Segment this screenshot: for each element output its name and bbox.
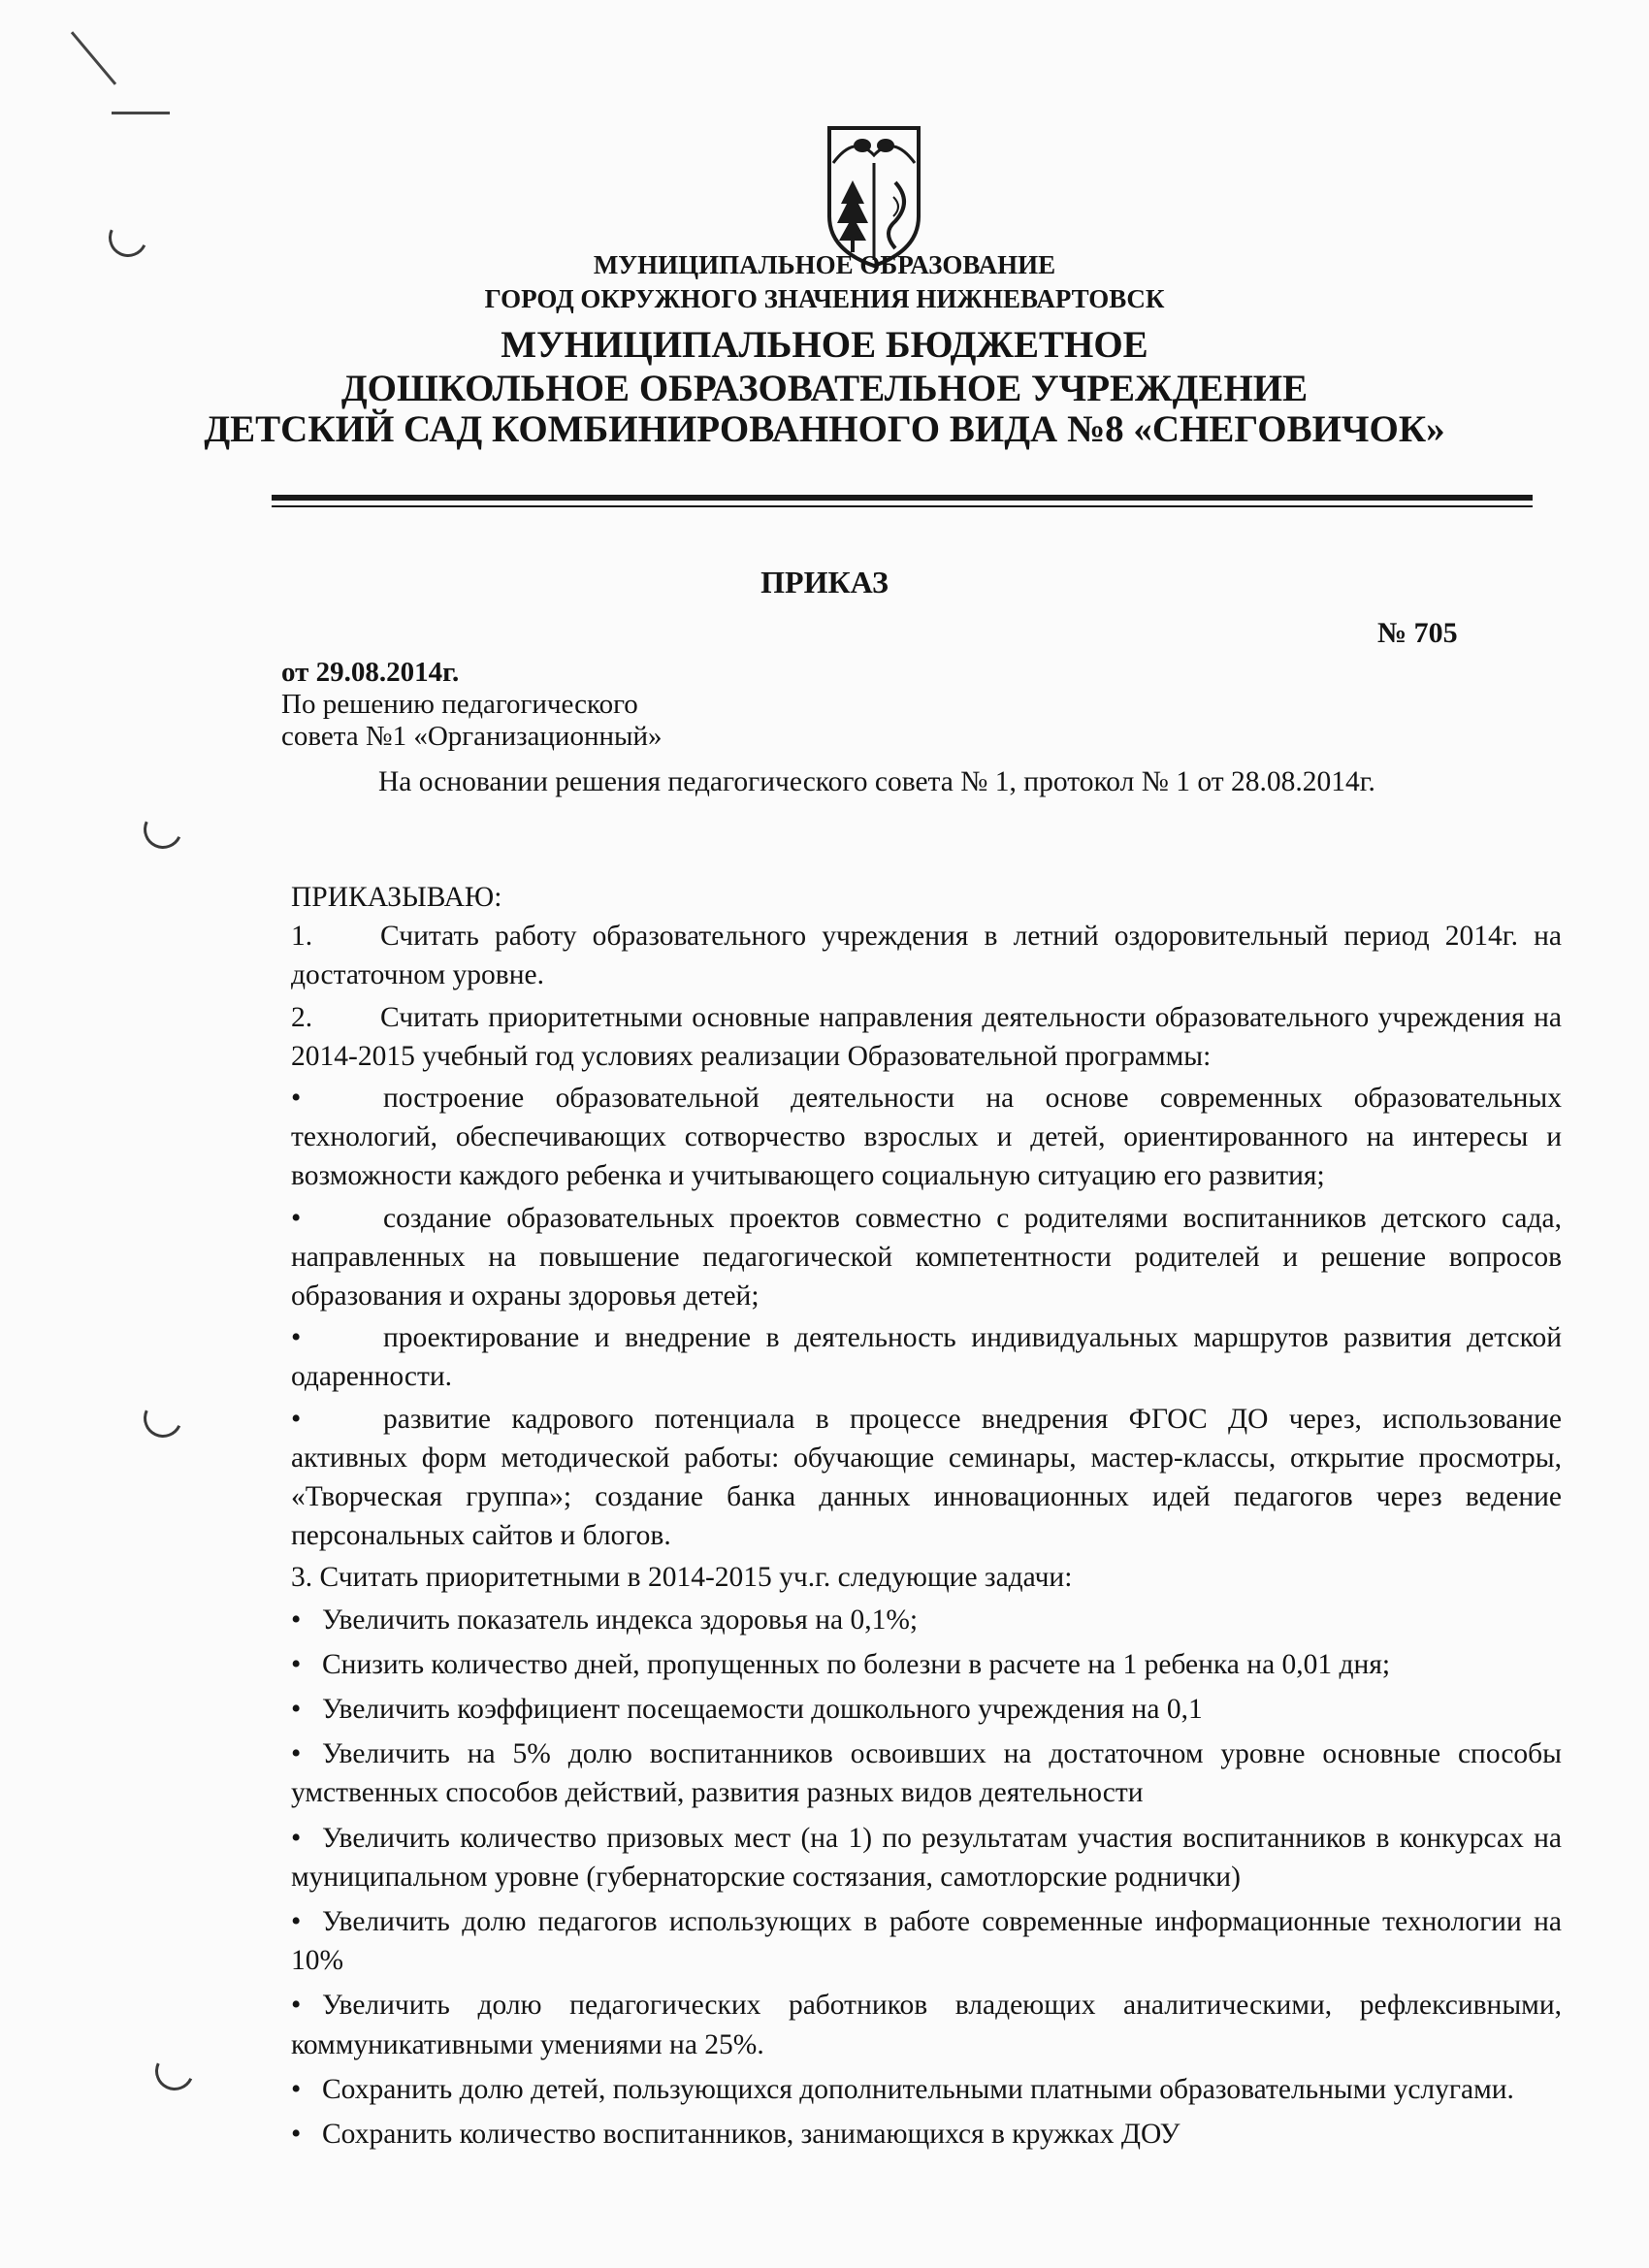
order-item-2: 2. Считать приоритетными основные направления деятельности образовательного учреждения на 2014-2015 учебный год условиях реализации Образовательной программы: xyxy=(291,1001,1562,1072)
punch-hole-mark xyxy=(138,804,187,854)
order-heading: ПРИКАЗЫВАЮ: xyxy=(291,882,502,913)
bullet-icon: • xyxy=(291,1990,302,2022)
direction-item: • построение образовательной деятельности на основе современных образовательных технологий, обеспечивающих сотворчество взрослых и детей, ориентированного на интересы и возможности каждого ребенка и учитывающего социальную ситуацию его развития; xyxy=(291,1079,1562,1196)
city-line: ГОРОД ОКРУЖНОГО ЗНАЧЕНИЯ НИЖНЕВАРТОВСК xyxy=(484,284,1165,313)
city-emblem-icon xyxy=(825,124,922,270)
task-item: • Увеличить на 5% долю воспитанников освоивших на достаточном уровне основные способы умственных способов действий, развития разных видов деятельности xyxy=(291,1734,1562,1812)
order-date: от 29.08.2014г. xyxy=(281,657,460,688)
punch-hole-mark xyxy=(138,1393,187,1442)
scan-scratch-mark xyxy=(112,112,170,114)
header-divider-thick xyxy=(272,495,1533,501)
decision-line-2: совета №1 «Организационный» xyxy=(281,721,663,752)
order-item-3: 3. Считать приоритетными в 2014-2015 уч.г. следующие задачи: xyxy=(291,1562,1073,1594)
task-item: • Увеличить долю педагогов использующих в работе современные информационные технологии на 10% xyxy=(291,1902,1562,1980)
direction-item: • развитие кадрового потенциала в процессе внедрения ФГОС ДО через, использование активных форм методической работы: обучающие семинары, мастер-классы, открытие просмотры, «Творческая группа»; создание банка данных инновационных идей педагогов через ведение персональных сайтов и блогов. xyxy=(291,1400,1562,1556)
bullet-icon: • xyxy=(291,1822,302,1854)
scan-scratch-mark xyxy=(71,31,116,85)
bullet-icon: • xyxy=(291,1906,302,1938)
direction-item: • создание образовательных проектов совместно с родителями воспитанников детского сада, направленных на повышение педагогической компетентности родителей и решение вопросов образования и охраны здоровья детей; xyxy=(291,1199,1562,1316)
bullet-icon: • xyxy=(291,1648,302,1680)
task-item: • Снизить количество дней, пропущенных по болезни в расчете на 1 ребенка на 0,01 дня; xyxy=(291,1645,1562,1684)
bullet-icon: • xyxy=(291,1322,302,1354)
task-item: • Увеличить коэффициент посещаемости дошкольного учреждения на 0,1 xyxy=(291,1690,1562,1729)
order-number: № 705 xyxy=(1377,617,1458,649)
order-title: ПРИКАЗ xyxy=(760,565,889,599)
task-item: • Увеличить долю педагогических работников владеющих аналитическими, рефлексивными, коммуникативными умениями на 25%. xyxy=(291,1986,1562,2063)
bullet-icon: • xyxy=(291,1694,302,1726)
bullet-icon: • xyxy=(291,2119,302,2151)
bullet-icon: • xyxy=(291,1083,302,1115)
order-item-1: 1. Считать работу образовательного учреждения в летний оздоровительный период 2014г. на достаточном уровне. xyxy=(291,921,1562,991)
bullet-icon: • xyxy=(291,1403,302,1435)
bullet-icon: • xyxy=(291,1202,302,1234)
bullet-icon: • xyxy=(291,2073,302,2105)
org-line-2: ДОШКОЛЬНОЕ ОБРАЗОВАТЕЛЬНОЕ УЧРЕЖДЕНИЕ xyxy=(340,368,1309,409)
bullet-icon: • xyxy=(291,1738,302,1770)
direction-item: • проектирование и внедрение в деятельность индивидуальных маршрутов развития детской одаренности. xyxy=(291,1318,1562,1396)
bullet-icon: • xyxy=(291,1604,302,1636)
punch-hole-mark xyxy=(149,2046,199,2095)
org-line-3: ДЕТСКИЙ САД КОМБИНИРОВАННОГО ВИДА №8 «СНЕГОВИЧОК» xyxy=(204,408,1445,450)
task-item: • Увеличить показатель индекса здоровья на 0,1%; xyxy=(291,1601,1562,1639)
task-item: • Сохранить количество воспитанников, занимающихся в кружках ДОУ xyxy=(291,2115,1562,2154)
org-line-1: МУНИЦИПАЛЬНОЕ БЮДЖЕТНОЕ xyxy=(501,324,1148,366)
task-item: • Сохранить долю детей, пользующихся дополнительными платными образовательными услугами. xyxy=(291,2070,1562,2109)
municipality-line: МУНИЦИПАЛЬНОЕ ОБРАЗОВАНИЕ xyxy=(593,250,1056,279)
header-divider-thin xyxy=(272,505,1533,507)
basis-line: На основании решения педагогического совета № 1, протокол № 1 от 28.08.2014г. xyxy=(378,766,1375,797)
task-item: • Увеличить количество призовых мест (на 1) по результатам участия воспитанников в конкурсах на муниципальном уровне (губернаторские состязания, самотлорские роднички) xyxy=(291,1819,1562,1896)
order-body xyxy=(291,878,1562,2159)
decision-line-1: По решению педагогического xyxy=(281,689,638,720)
